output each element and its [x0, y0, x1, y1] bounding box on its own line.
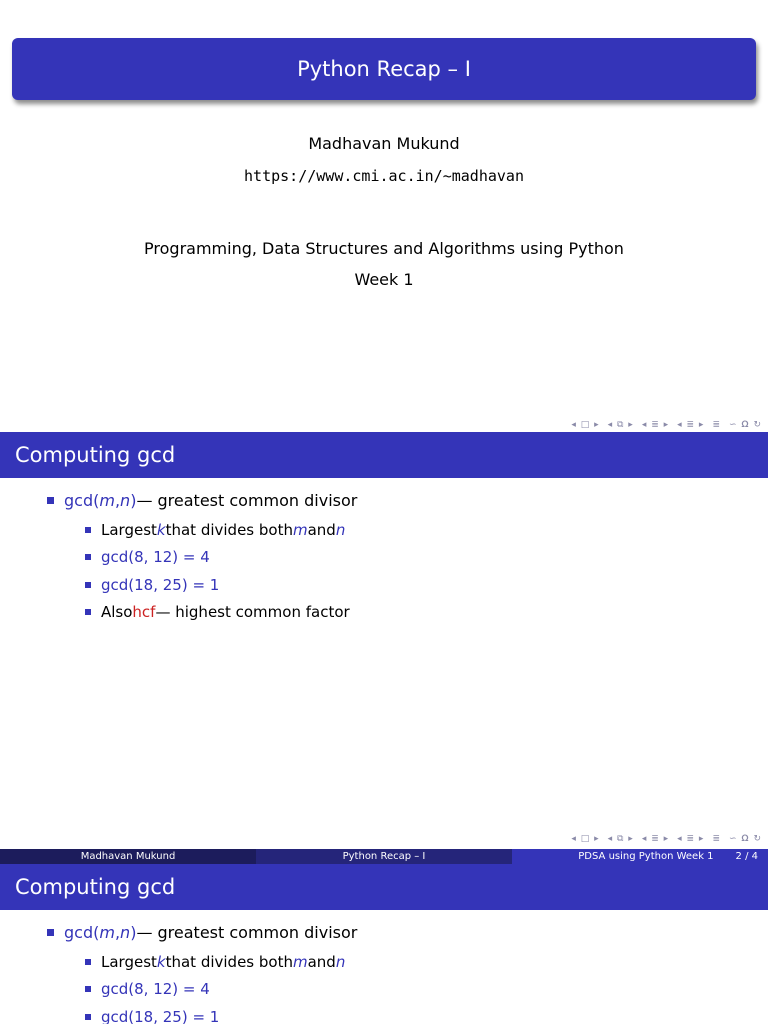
example-2: gcd(18, 25) = 1 [101, 576, 220, 594]
sub-bullet-example-2 [85, 1008, 219, 1024]
title-slide [0, 0, 768, 432]
text: that divides both [165, 521, 293, 539]
bullet-square-icon [85, 527, 91, 533]
text: Largest [101, 521, 157, 539]
var-m: m [292, 953, 308, 971]
week-label: Week 1 [354, 270, 414, 289]
content-slide-repeat [0, 864, 768, 1024]
text: that divides both [165, 953, 293, 971]
bullet-square-icon [85, 959, 91, 965]
text: — highest common factor [155, 603, 350, 621]
bullet-square-icon [85, 1014, 91, 1020]
bullet-square-icon [85, 986, 91, 992]
nav-subsection-icon[interactable]: ◂ ⧉ ▸ [607, 420, 634, 430]
sub-bullet-example-2 [85, 576, 219, 594]
var-n: n [335, 521, 346, 539]
sub-bullet-example-1 [85, 980, 210, 998]
footer-title-text: Python Recap – I [342, 851, 426, 862]
sub-bullet-largest [85, 521, 345, 539]
gcd-close: ) [130, 923, 137, 942]
var-n: n [120, 923, 131, 942]
bullet-square-icon [85, 582, 91, 588]
course-name: Programming, Data Structures and Algorithms using Python [144, 239, 624, 258]
var-m: m [99, 923, 115, 942]
nav-align-icon[interactable]: ≣ [712, 834, 721, 844]
gcd-desc: — greatest common divisor [136, 491, 358, 510]
bullet-square-icon [47, 497, 54, 504]
nav-subsection-icon[interactable]: ◂ ⧉ ▸ [607, 834, 634, 844]
nav-section-icon[interactable]: ◂ ≣ ▸ [641, 834, 670, 844]
footer-page-number: 2 / 4 [735, 851, 758, 862]
nav-search-icon[interactable]: ∽ 𝛀 ↻ [729, 834, 762, 844]
gcd-desc: — greatest common divisor [136, 923, 358, 942]
sub-bullet-largest [85, 953, 345, 971]
slide-footer [0, 849, 768, 864]
author-url[interactable]: https://www.cmi.ac.in/~madhavan [244, 167, 524, 185]
frame-title-bar [0, 432, 768, 478]
nav-align-icon[interactable]: ≣ [712, 420, 721, 430]
var-k: k [156, 953, 166, 971]
example-1: gcd(8, 12) = 4 [101, 980, 210, 998]
nav-frame-icon[interactable]: ◂ □ ▸ [571, 420, 600, 430]
var-n: n [120, 491, 131, 510]
title-box [12, 38, 756, 100]
hcf-term: hcf [132, 603, 156, 621]
bullet-square-icon [85, 609, 91, 615]
text: Largest [101, 953, 157, 971]
var-m: m [292, 521, 308, 539]
bullet-gcd [47, 923, 357, 942]
var-k: k [156, 521, 166, 539]
gcd-func: gcd( [64, 491, 100, 510]
gcd-close: ) [130, 491, 137, 510]
footer-author [0, 849, 256, 864]
bullet-square-icon [47, 929, 54, 936]
footer-author-text: Madhavan Mukund [80, 851, 176, 862]
author-name: Madhavan Mukund [308, 134, 460, 153]
beamer-nav-bar [571, 834, 762, 844]
nav-frame-icon[interactable]: ◂ □ ▸ [571, 834, 600, 844]
presentation-title: Python Recap – I [297, 57, 471, 81]
text: and [307, 521, 336, 539]
frame-title: Computing gcd [15, 443, 176, 467]
footer-title [256, 849, 512, 864]
sub-bullet-hcf [85, 603, 350, 621]
footer-course [512, 849, 768, 864]
example-1: gcd(8, 12) = 4 [101, 548, 210, 566]
var-m: m [99, 491, 115, 510]
frame-title-bar [0, 864, 768, 910]
bullet-square-icon [85, 554, 91, 560]
beamer-nav-bar [571, 420, 762, 430]
content-slide [0, 432, 768, 864]
example-2: gcd(18, 25) = 1 [101, 1008, 220, 1024]
nav-subsection-icon-2[interactable]: ◂ ≣ ▸ [677, 420, 705, 430]
nav-section-icon[interactable]: ◂ ≣ ▸ [641, 420, 670, 430]
comma: , [114, 923, 121, 942]
text: and [307, 953, 336, 971]
nav-search-icon[interactable]: ∽ 𝛀 ↻ [729, 420, 762, 430]
frame-title: Computing gcd [15, 875, 176, 899]
sub-bullet-example-1 [85, 548, 210, 566]
var-n: n [335, 953, 346, 971]
footer-course-text: PDSA using Python Week 1 [578, 851, 714, 862]
bullet-gcd [47, 491, 357, 510]
text: Also [101, 603, 133, 621]
nav-subsection-icon-2[interactable]: ◂ ≣ ▸ [677, 834, 705, 844]
comma: , [114, 491, 121, 510]
gcd-func: gcd( [64, 923, 100, 942]
